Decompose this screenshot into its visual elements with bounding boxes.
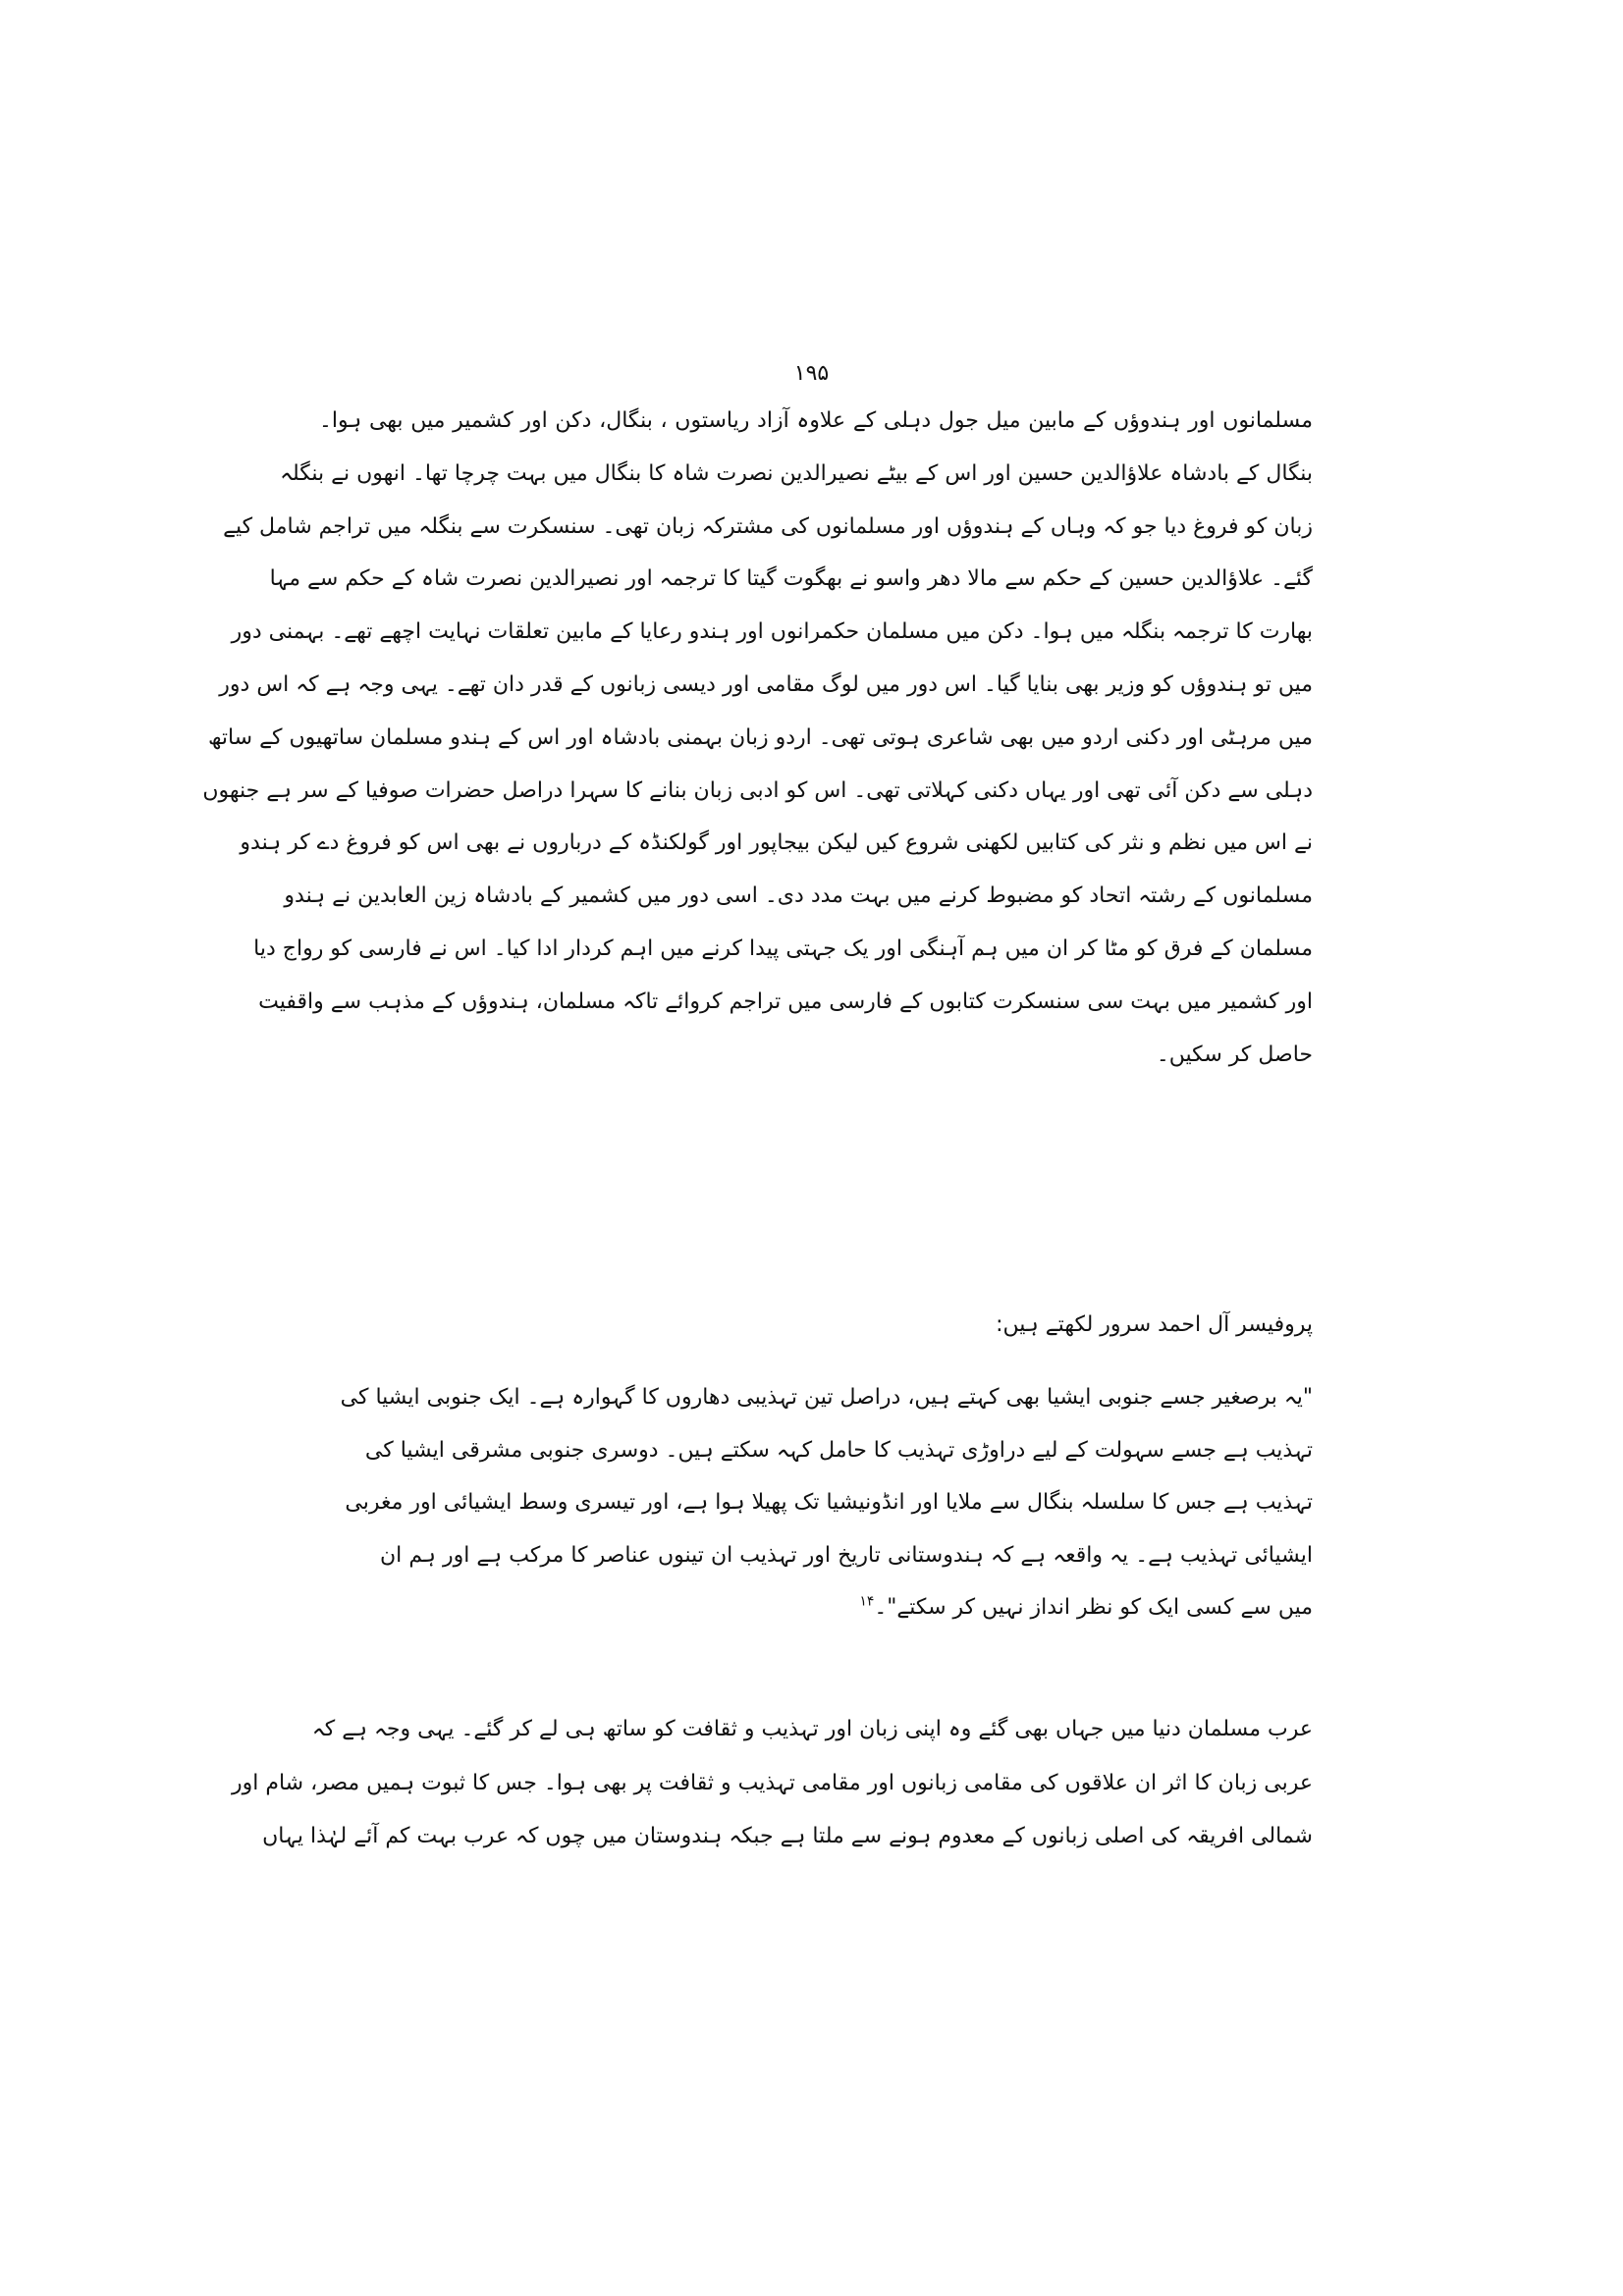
text-line: عرب مسلمان دنیا میں جہاں بھی گئے وہ اپنی زبان اور تہذیب و ثقافت کو ساتھ ہی لے کر گئے۔ یہی وجہ ہے کہ bbox=[311, 1717, 1313, 1741]
quote-intro bbox=[319, 1299, 1313, 1352]
quote-line: میں سے کسی ایک کو نظر انداز نہیں کر سکتے"۔ bbox=[874, 1595, 1313, 1620]
text-line: دہلی سے دکن آئی تھی اور یہاں دکنی کہلاتی تھی۔ اس کو ادبی زبان بنانے کا سہرا دراصل حضرات صوفیا کے سر ہے جنھوں bbox=[202, 777, 1313, 803]
text-line: شمالی افریقہ کی اصلی زبانوں کے معدوم ہونے سے ملتا ہے جبکہ ہندوستان میں چوں کہ عرب بہت کم آئے لہٰذا یہاں bbox=[262, 1824, 1313, 1848]
text-line: میں مرہٹی اور دکنی اردو میں بھی شاعری ہوتی تھی۔ اردو زبان بہمنی بادشاہ اور اس کے ہندو مسلمان ساتھیوں کے ساتھ bbox=[207, 724, 1313, 750]
page-number: ۱۹۵ bbox=[793, 361, 830, 386]
text-line: نے اس میں نظم و نثر کی کتابیں لکھنی شروع کیں لیکن بیجاپور اور گولکنڈہ کے درباروں نے بھی اس کو فروغ دے کر ہندو bbox=[240, 830, 1313, 856]
text-line: مسلمانوں کے رشتہ اتحاد کو مضبوط کرنے میں بہت مدد دی۔ اسی دور میں کشمیر کے بادشاہ زین العابدین نے ہندو bbox=[284, 883, 1313, 909]
text-line: زبان کو فروغ دیا جو کہ وہاں کے ہندوؤں اور مسلمانوں کی مشترکہ زبان تھی۔ سنسکرت سے بنگلہ میں تراجم شامل کیے bbox=[223, 513, 1313, 539]
text-line: میں تو ہندوؤں کو وزیر بھی بنایا گیا۔ اس دور میں لوگ مقامی اور دیسی زبانوں کے قدر دان تھے۔ یہی وجہ ہے کہ اس دور bbox=[219, 671, 1313, 697]
paragraph-arab-influence bbox=[231, 1703, 1313, 1864]
paragraph-history bbox=[202, 395, 1313, 1081]
quote-line: تہذیب ہے جسے سہولت کے لیے دراوڑی تہذیب کا حامل کہہ سکتے ہیں۔ دوسری جنوبی مشرقی ایشیا کی bbox=[364, 1437, 1313, 1463]
quote-line: "یہ برصغیر جسے جنوبی ایشیا بھی کہتے ہیں، دراصل تین تہذیبی دھاروں کا گہوارہ ہے۔ ایک جنوبی ایشیا کی bbox=[340, 1385, 1313, 1410]
quote-line: ایشیائی تہذیب ہے۔ یہ واقعہ ہے کہ ہندوستانی تاریخ اور تہذیب ان تینوں عناصر کا مرکب ہے اور ہم ان bbox=[380, 1542, 1313, 1568]
text-line: عربی زبان کا اثر ان علاقوں کی مقامی زبانوں اور مقامی تہذیب و ثقافت پر بھی ہوا۔ جس کا ثبوت ہمیں مصر، شام اور bbox=[231, 1770, 1313, 1795]
text-line: حاصل کر سکیں۔ bbox=[1156, 1041, 1313, 1067]
text-line: گئے۔ علاؤالدین حسین کے حکم سے مالا دھر واسو نے بھگوت گیتا کا ترجمہ اور نصیرالدین نصرت شاہ کے حکم سے مہا bbox=[269, 566, 1313, 592]
block-quote bbox=[340, 1371, 1313, 1634]
text-line: بنگال کے بادشاہ علاؤالدین حسین اور اس کے بیٹے نصیرالدین نصرت شاہ کا بنگال میں بہت چرچا تھا۔ انھوں نے بنگلہ bbox=[280, 460, 1313, 486]
text-line: مسلمانوں اور ہندوؤں کے مابین میل جول دہلی کے علاوہ آزاد ریاستوں ، بنگال، دکن اور کشمیر میں بھی ہوا۔ bbox=[319, 408, 1313, 433]
quote-last-line bbox=[380, 1581, 1313, 1634]
text-line: بھارت کا ترجمہ بنگلہ میں ہوا۔ دکن میں مسلمان حکمرانوں اور ہندو رعایا کے مابین تعلقات نہایت اچھے تھے۔ بہمنی دور bbox=[231, 619, 1313, 645]
quote-line: تہذیب ہے جس کا سلسلہ بنگال سے ملایا اور انڈونیشیا تک پھیلا ہوا ہے، اور تیسری وسط ایشیائی اور مغربی bbox=[345, 1490, 1313, 1515]
text-line: اور کشمیر میں بہت سی سنسکرت کتابوں کے فارسی میں تراجم کروائے تاکہ مسلمان، ہندوؤں کے مذہب سے واقفیت bbox=[258, 988, 1313, 1014]
footnote-marker: ۱۴ bbox=[859, 1593, 875, 1610]
text-line: پروفیسر آل احمد سرور لکھتے ہیں: bbox=[996, 1312, 1313, 1337]
text-line: مسلمان کے فرق کو مٹا کر ان میں ہم آہنگی اور یک جہتی پیدا کرنے میں اہم کردار ادا کیا۔ اس نے فارسی کو رواج دیا bbox=[253, 935, 1313, 961]
